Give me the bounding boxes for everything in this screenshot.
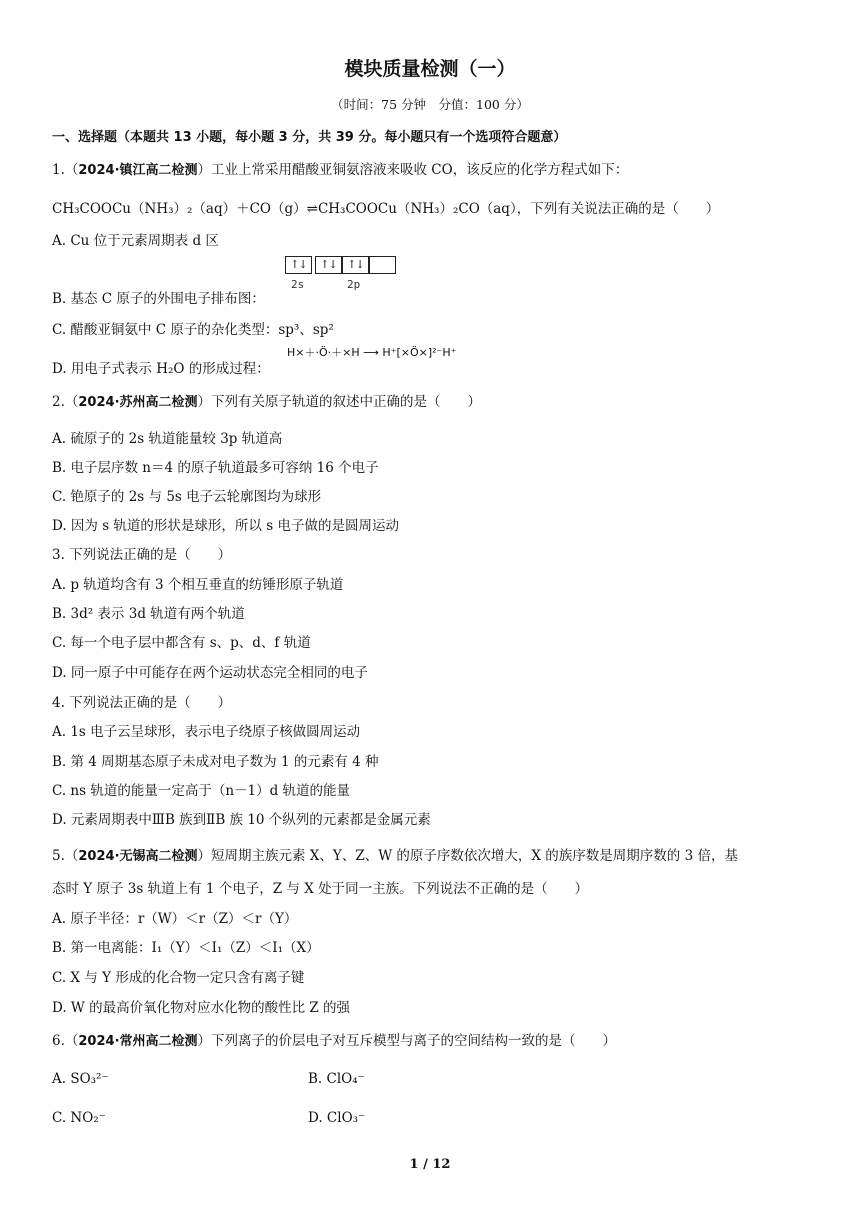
orbital-diagram: [285, 256, 396, 291]
question-6-option-b: B. ClO₄⁻: [308, 1071, 365, 1087]
question-3-option-b: B. 3d² 表示 3d 轨道有两个轨道: [52, 606, 245, 622]
question-3-option-c: C. 每一个电子层中都含有 s、p、d、f 轨道: [52, 635, 311, 651]
question-4-option-d: D. 元素周期表中ⅢB 族到ⅡB 族 10 个纵列的元素都是金属元素: [52, 812, 431, 828]
question-2-source: 2024·苏州高二检测: [78, 395, 198, 410]
electron-formula: H×＋·Ö·＋×H ⟶ H⁺[×Ö×]²⁻H⁺: [287, 346, 457, 359]
orbital-box-2s: ↑↓: [285, 256, 312, 274]
orbital-label-2p: 2p: [347, 278, 361, 291]
question-1-option-a: A. Cu 位于元素周期表 d 区: [52, 233, 219, 249]
question-1-stem: 1.（2024·镇江高二检测）工业上常采用醋酸亚铜氨溶液来吸收 CO，该反应的化学方程式如下：: [52, 162, 629, 178]
question-5-stem-line-1: 5.（2024·无锡高二检测）短周期主族元素 X、Y、Z、W 的原子序数依次增大，X 的族序数是周期序数的 3 倍，基: [52, 848, 738, 864]
question-1-option-b: B. 基态 C 原子的外围电子排布图：: [52, 291, 265, 307]
question-1-equation: CH₃COOCu（NH₃）₂（aq）＋CO（g）⇌CH₃COOCu（NH₃）₂CO（aq），下列有关说法正确的是（ ）: [52, 201, 720, 217]
question-6-option-a: A. SO₃²⁻: [52, 1071, 109, 1087]
question-6-source: 2024·常州高二检测: [78, 1034, 198, 1049]
question-1-option-d: D. 用电子式表示 H₂O 的形成过程：: [52, 361, 270, 377]
question-6-option-c: C. NO₂⁻: [52, 1110, 106, 1126]
question-3-option-d: D. 同一原子中可能存在两个运动状态完全相同的电子: [52, 665, 368, 681]
question-4-stem: 4. 下列说法正确的是（ ）: [52, 695, 232, 711]
question-4-option-b: B. 第 4 周期基态原子未成对电子数为 1 的元素有 4 种: [52, 754, 379, 770]
page-number: 1 / 12: [409, 1157, 451, 1172]
exam-info: （时间：75 分钟 分值：100 分）: [331, 97, 529, 112]
question-4-option-c: C. ns 轨道的能量一定高于（n－1）d 轨道的能量: [52, 783, 351, 799]
orbital-box-2p-2: ↑↓: [342, 256, 369, 274]
question-4-option-a: A. 1s 电子云呈球形，表示电子绕原子核做圆周运动: [52, 724, 361, 740]
question-1-option-c: C. 醋酸亚铜氨中 C 原子的杂化类型：sp³、sp²: [52, 322, 334, 338]
question-2-option-c: C. 铯原子的 2s 与 5s 电子云轮廓图均为球形: [52, 489, 322, 505]
question-3-stem: 3. 下列说法正确的是（ ）: [52, 547, 232, 563]
orbital-box-2p-3: [369, 256, 396, 274]
question-6-stem: 6.（2024·常州高二检测）下列离子的价层电子对互斥模型与离子的空间结构一致的是（ ）: [52, 1033, 617, 1049]
question-5-option-c: C. X 与 Y 形成的化合物一定只含有离子键: [52, 970, 305, 986]
question-1-source: 2024·镇江高二检测: [78, 163, 198, 178]
question-2-option-a: A. 硫原子的 2s 轨道能量较 3p 轨道高: [52, 431, 283, 447]
question-2-stem: 2.（2024·苏州高二检测）下列有关原子轨道的叙述中正确的是（ ）: [52, 394, 482, 410]
question-5-option-d: D. W 的最高价氧化物对应水化物的酸性比 Z 的强: [52, 1000, 351, 1016]
question-2-option-b: B. 电子层序数 n＝4 的原子轨道最多可容纳 16 个电子: [52, 460, 379, 476]
page-title: 模块质量检测（一）: [344, 58, 516, 80]
orbital-label-2s: 2s: [291, 278, 305, 291]
question-5-option-b: B. 第一电离能：I₁（Y）＜I₁（Z）＜I₁（X）: [52, 940, 320, 956]
question-3-option-a: A. p 轨道均含有 3 个相互垂直的纺锤形原子轨道: [52, 577, 344, 593]
question-6-option-d: D. ClO₃⁻: [308, 1110, 366, 1126]
question-5-source: 2024·无锡高二检测: [78, 849, 198, 864]
question-2-option-d: D. 因为 s 轨道的形状是球形，所以 s 电子做的是圆周运动: [52, 518, 399, 534]
orbital-box-2p-1: ↑↓: [315, 256, 342, 274]
question-5-stem-line-2: 态时 Y 原子 3s 轨道上有 1 个电子，Z 与 X 处于同一主族。下列说法不正确的是（ ）: [52, 881, 589, 897]
question-5-option-a: A. 原子半径：r（W）＜r（Z）＜r（Y）: [52, 911, 298, 927]
section-heading: 一、选择题（本题共 13 小题，每小题 3 分，共 39 分。每小题只有一个选项符合题意）: [52, 130, 567, 145]
